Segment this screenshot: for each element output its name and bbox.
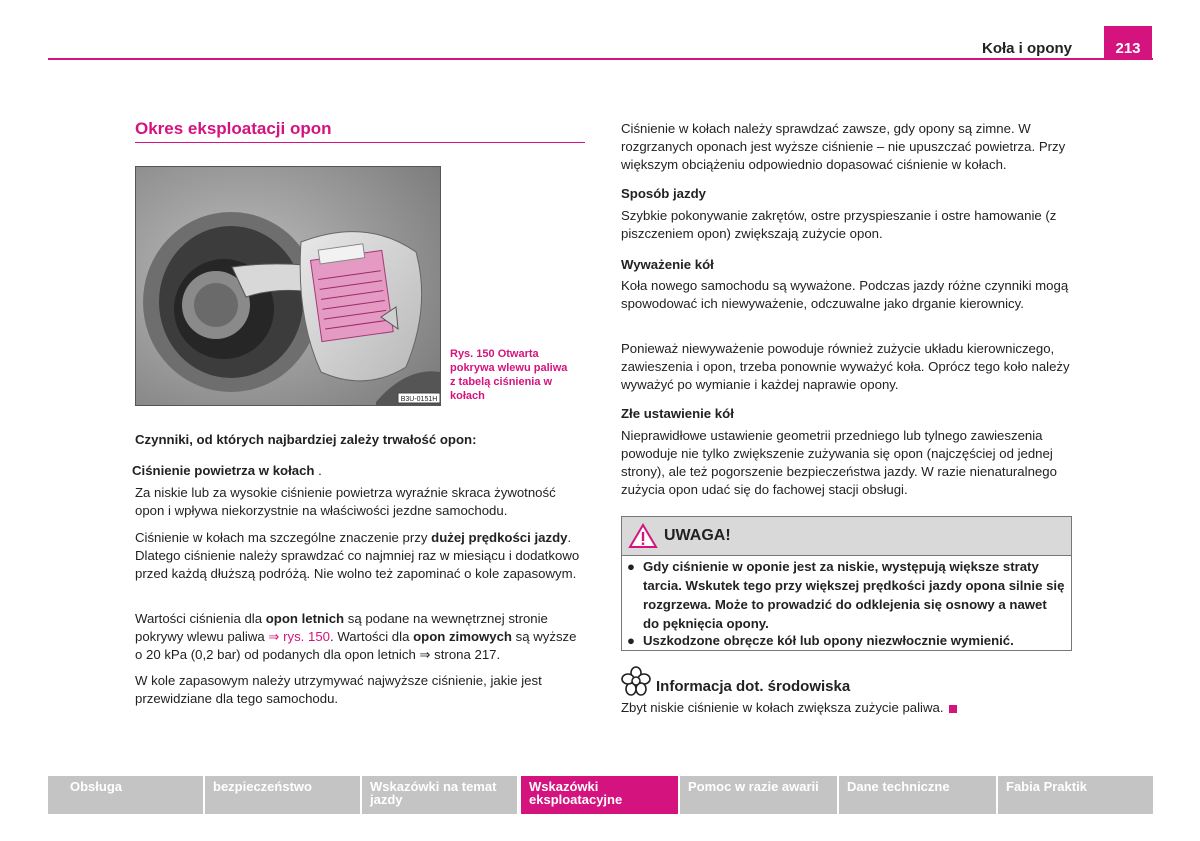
warning-item-1-text: Gdy ciśnienie w oponie jest za niskie, występują większe straty tarcia. Wskutek tego przy większej prędkości jazdy opona silnie się rozgrzewa. Może to prowadzić do odklejenia się osnowy a nawet do pęknięcia opony. (643, 559, 1065, 631)
environment-title: Informacja dot. środowiska (656, 678, 851, 695)
figure-caption-line4: kołach (450, 390, 485, 402)
warning-item-2 (627, 631, 1065, 650)
figure-code: B3U-0151H (400, 396, 438, 403)
emphasis-summer-tyres: opon letnich (265, 611, 345, 626)
heading-driving-style: Sposób jazdy (621, 186, 706, 201)
warning-item-1 (627, 557, 1065, 633)
header-rule (48, 58, 1153, 60)
figure-caption-line1: Rys. 150 Otwarta (450, 348, 539, 360)
subheading-pressure-text: Ciśnienie powietrza w kołach (132, 463, 315, 478)
warning-header (622, 517, 1071, 556)
section-title: Okres eksploatacji opon (135, 119, 332, 138)
warning-label: UWAGA! (664, 527, 731, 544)
figure-caption-line2: pokrywa wlewu paliwa (450, 362, 568, 374)
environment-text-content: Zbyt niskie ciśnienie w kołach zwiększa zużycie paliwa. (621, 700, 944, 715)
paragraph-cold-tyres: Ciśnienie w kołach należy sprawdzać zawsze, gdy opony są zimne. W rozgrzanych oponach jest wyższe ciśnienie – nie upuszczać powietrza. Przy większym obciążeniu odpowiednio dopasować ciśnienie w kołach. (621, 121, 1066, 172)
paragraph-balancing: Koła nowego samochodu są wyważone. Podczas jazdy różne czynniki mogą spowodować ich niewyważenie, odczuwalne jako drganie kierownicy. (621, 278, 1069, 311)
nav-tab-bezpieczenstwo[interactable]: bezpieczeństwo (205, 776, 360, 814)
paragraph-spare: W kole zapasowym należy utrzymywać najwyższe ciśnienie, jakie jest przewidziane dla tego samochodu. (135, 673, 542, 706)
nav-tab-emergency-help[interactable]: Pomoc w razie awarii (680, 776, 837, 814)
environment-text (621, 700, 957, 715)
figure-link[interactable]: ⇒ rys. 150 (268, 629, 331, 644)
paragraph-speed (135, 529, 585, 583)
figure-caption-line3: z tabelą ciśnienia w (450, 376, 553, 388)
paragraph-pressure: Za niskie lub za wysokie ciśnienie powietrza wyraźnie skraca żywotność opon i wpływa niekorzystnie na właściwości jezdne samochodu. (135, 485, 556, 518)
emphasis-winter-tyres: opon zimowych (413, 629, 512, 644)
heading-alignment: Złe ustawienie kół (621, 406, 734, 421)
emphasis-high-speed: dużej prędkości jazdy (431, 530, 568, 545)
subheading-pressure: Ciśnienie powietrza w kołach . (132, 463, 322, 478)
nav-tab-driving-tips[interactable]: Wskazówki na temat jazdy (362, 776, 517, 814)
warning-box (621, 516, 1072, 651)
chapter-title: Koła i opony (982, 40, 1072, 57)
paragraph-driving-style: Szybkie pokonywanie zakrętów, ostre przyspieszanie i ostre hamowanie (z piszczeniem opon) zwiększają zużycie opon. (621, 208, 1057, 241)
nav-tab-technical-data[interactable]: Dane techniczne (839, 776, 996, 814)
text-span: . Wartości dla (330, 629, 414, 644)
flower-icon (621, 666, 651, 696)
nav-tab-fabia-praktik[interactable]: Fabia Praktik (998, 776, 1153, 814)
heading-balancing: Wyważenie kół (621, 257, 714, 272)
end-mark-icon (949, 705, 957, 713)
text-span: są wyższe o 20 kPa (0,2 bar) od podanych dla opon letnich ⇒ strona 217. (135, 629, 577, 662)
intro-text: Czynniki, od których najbardziej zależy trwałość opon: (135, 432, 477, 447)
warning-item-2-text: Uszkodzone obręcze kół lub opony niezwłocznie wymienić. (643, 633, 1014, 648)
bullet-icon: ● (627, 559, 635, 574)
bullet-icon: ● (627, 633, 635, 648)
text-span: . Dlatego ciśnienie należy sprawdzać co najmniej raz w miesiącu i dodatkowo przed każdą dłuższą podróżą. Nie wolno też zapominać o kole zapasowym. (135, 530, 580, 581)
text-span: Ciśnienie w kołach ma szczególne znaczenie przy (135, 530, 432, 545)
paragraph-rebalancing: Ponieważ niewyważenie powoduje również zużycie układu kierowniczego, zawieszenia i opon, trzeba ponownie wyważyć koła. Oprócz tego koło należy wyważyć po wymianie i każdej naprawie opony. (621, 341, 1070, 392)
nav-tab-obsluga[interactable]: Obsługa (48, 776, 203, 814)
text-span: Wartości ciśnienia dla (135, 611, 266, 626)
fuel-flap-photo (135, 166, 441, 406)
fuel-flap-illustration (136, 167, 440, 405)
page-number: 213 (1104, 26, 1152, 60)
paragraph-alignment: Nieprawidłowe ustawienie geometrii przedniego lub tylnego zawieszenia powoduje nie tylko zwiększenie zużywania się opon (najczęściej od jednej strony), ale też pogorszenie bezpieczeństwa jazdy. W razie nienaturalnego zużycia opon udać się do fachowej stacji obsługi. (621, 428, 1057, 497)
figure-caption (450, 347, 585, 403)
section-rule (135, 142, 585, 143)
warning-triangle-icon (628, 523, 658, 549)
text-span: są podane na wewnętrznej stronie pokrywy wlewu paliwa (135, 611, 548, 644)
paragraph-values (135, 610, 585, 664)
nav-tab-operating-tips[interactable]: Wskazówki eksploatacyjne (521, 776, 678, 814)
